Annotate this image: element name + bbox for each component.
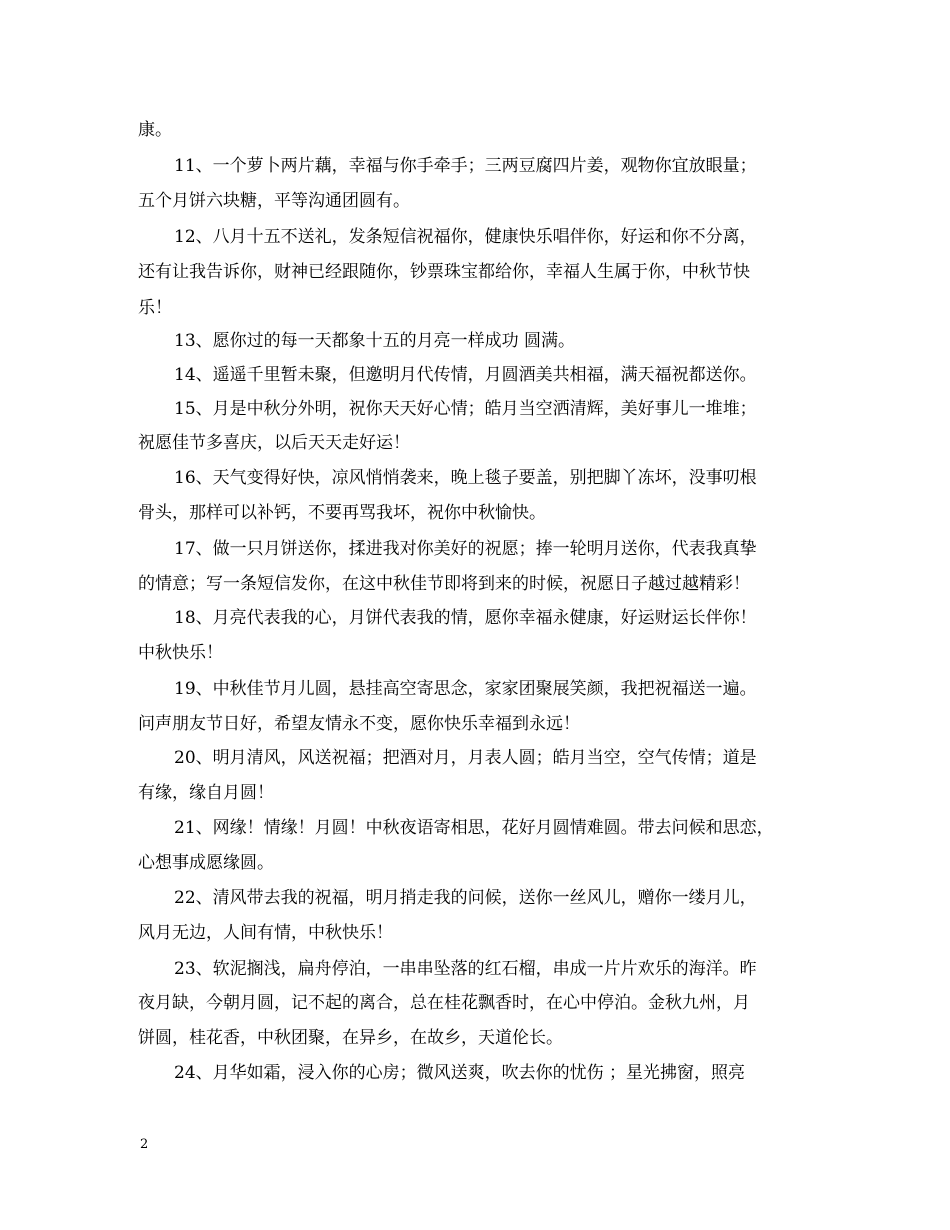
page-number: 2 [140, 1137, 149, 1152]
text-line: 五个月饼六块糖，平等沟通团圆有。 [138, 191, 410, 211]
text-line: 风月无边，人间有情，中秋快乐！ [138, 923, 393, 943]
text-line: 15、月是中秋分外明，祝你天天好心情；皓月当空洒清辉，美好事儿一堆堆； [174, 399, 757, 419]
text-line: 18、月亮代表我的心，月饼代表我的情，愿你幸福永健康，好运财运长伴你！ [174, 608, 757, 628]
text-line: 13、愿你过的每一天都象十五的月亮一样成功 圆满。 [174, 331, 576, 351]
text-line: 骨头，那样可以补钙，不要再骂我坏，祝你中秋愉快。 [138, 503, 546, 523]
text-line: 康。 [138, 120, 172, 140]
text-line: 17、做一只月饼送你，揉进我对你美好的祝愿；捧一轮明月送你，代表我真挚 [174, 539, 757, 559]
text-line: 祝愿佳节多喜庆，以后天天走好运！ [138, 433, 410, 453]
text-line: 心想事成愿缘圆。 [138, 853, 274, 873]
text-line: 乐！ [138, 298, 172, 318]
text-line: 21、网缘！情缘！月圆！中秋夜语寄相思，花好月圆情难圆。带去问候和思恋， [174, 818, 774, 838]
text-line: 中秋快乐！ [138, 643, 223, 663]
text-line: 22、清风带去我的祝福，明月捎走我的问候，送你一丝风儿，赠你一缕月儿， [174, 888, 757, 908]
text-line: 16、天气变得好快，凉风悄悄袭来，晚上毯子要盖，别把脚丫冻坏，没事叨根 [174, 468, 757, 488]
text-line: 的情意；写一条短信发你，在这中秋佳节即将到来的时候，祝愿日子越过越精彩！ [138, 574, 750, 594]
text-line: 20、明月清风，风送祝福；把酒对月，月表人圆；皓月当空，空气传情；道是 [174, 748, 757, 768]
text-line: 19、中秋佳节月儿圆，悬挂高空寄思念，家家团聚展笑颜，我把祝福送一遍。 [174, 679, 757, 699]
text-line: 23、软泥搁浅，扁舟停泊，一串串坠落的红石榴，串成一片片欢乐的海洋。昨 [174, 959, 757, 979]
text-line: 12、八月十五不送礼，发条短信祝福你，健康快乐唱伴你，好运和你不分离， [174, 227, 757, 247]
text-line: 24、月华如霜，浸入你的心房；微风送爽，吹去你的忧伤 ；星光拂窗，照亮 [174, 1063, 746, 1083]
text-line: 夜月缺，今朝月圆，记不起的离合，总在桂花飘香时，在心中停泊。金秋九州，月 [138, 993, 750, 1013]
text-line: 饼圆，桂花香，中秋团聚，在异乡，在故乡，天道伦长。 [138, 1028, 563, 1048]
text-line: 还有让我告诉你，财神已经跟随你，钞票珠宝都给你，幸福人生属于你，中秋节快 [138, 262, 750, 282]
text-line: 问声朋友节日好，希望友情永不变，愿你快乐幸福到永远！ [138, 714, 580, 734]
text-line: 14、遥遥千里暂未聚，但邀明月代传情，月圆酒美共相福，满天福祝都送你。 [174, 365, 757, 385]
text-line: 有缘，缘自月圆！ [138, 783, 274, 803]
text-line: 11、一个萝卜两片藕，幸福与你手牵手；三两豆腐四片姜，观物你宜放眼量； [174, 156, 757, 176]
